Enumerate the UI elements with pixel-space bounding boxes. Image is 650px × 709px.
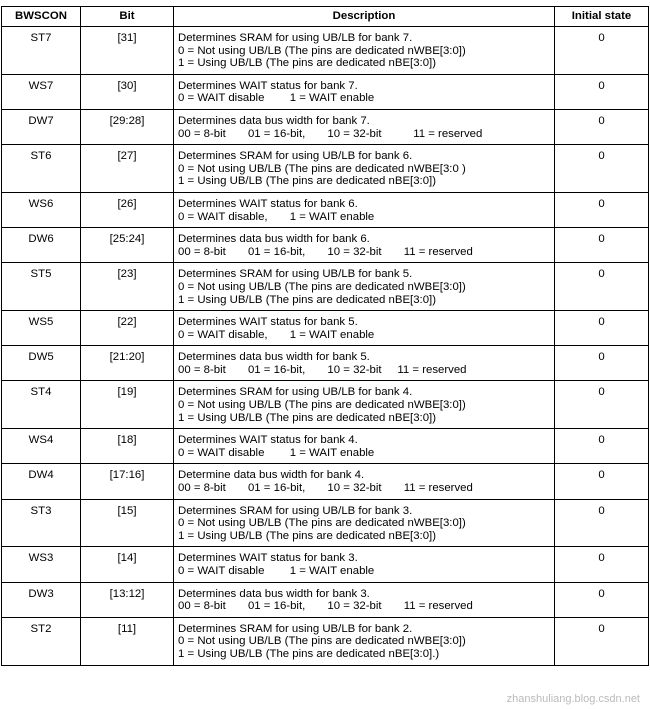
description-line: 1 = Using UB/LB (The pins are dedicated nBE[3:0]) bbox=[178, 175, 437, 188]
table-row bbox=[2, 27, 649, 75]
description-line: 0 = WAIT disable 1 = WAIT enable bbox=[178, 565, 375, 577]
initial-state-cell: 0 bbox=[555, 74, 649, 109]
bit-range-cell: [13:12] bbox=[81, 582, 174, 617]
table-header-row bbox=[2, 7, 649, 27]
description-line: 0 = Not using UB/LB (The pins are dedicated nWBE[3:0]) bbox=[178, 517, 466, 530]
bit-range-cell: [14] bbox=[81, 547, 174, 582]
field-name-cell: WS3 bbox=[2, 547, 81, 582]
bit-range-cell: [31] bbox=[81, 27, 174, 75]
description-line: 0 = Not using UB/LB (The pins are dedicated nWBE[3:0]) bbox=[178, 399, 466, 412]
description-cell bbox=[174, 192, 555, 227]
field-name-cell: ST2 bbox=[2, 617, 81, 665]
initial-state-cell: 0 bbox=[555, 263, 649, 311]
description-line: Determines WAIT status for bank 5. bbox=[178, 316, 358, 329]
header-description: Description bbox=[174, 7, 555, 27]
table-row bbox=[2, 464, 649, 499]
description-line: Determines SRAM for using UB/LB for bank 3. bbox=[178, 504, 413, 517]
initial-state-cell: 0 bbox=[555, 429, 649, 464]
description-line: Determines SRAM for using UB/LB for bank 2. bbox=[178, 622, 413, 635]
field-name-cell: ST5 bbox=[2, 263, 81, 311]
field-name-cell: DW6 bbox=[2, 228, 81, 263]
description-cell bbox=[174, 547, 555, 582]
description-cell bbox=[174, 346, 555, 381]
bit-range-cell: [21:20] bbox=[81, 346, 174, 381]
description-line: Determines WAIT status for bank 7. bbox=[178, 79, 358, 92]
description-line: 00 = 8-bit 01 = 16-bit, 10 = 32-bit 11 = reserved bbox=[178, 482, 473, 495]
initial-state-cell: 0 bbox=[555, 109, 649, 144]
description-line: Determines data bus width for bank 5. bbox=[178, 351, 370, 364]
field-name-cell: WS5 bbox=[2, 311, 81, 346]
description-line: 00 = 8-bit 01 = 16-bit, 10 = 32-bit 11 = reserved bbox=[178, 127, 483, 140]
initial-state-cell: 0 bbox=[555, 346, 649, 381]
description-line: 0 = WAIT disable 1 = WAIT enable bbox=[178, 92, 375, 105]
register-table-container bbox=[1, 6, 648, 666]
bit-range-cell: [17:16] bbox=[81, 464, 174, 499]
description-line: 0 = Not using UB/LB (The pins are dedicated nWBE[3:0]) bbox=[178, 44, 466, 57]
description-cell bbox=[174, 311, 555, 346]
table-row bbox=[2, 311, 649, 346]
table-row bbox=[2, 381, 649, 429]
field-name-cell: ST7 bbox=[2, 27, 81, 75]
description-line: Determines SRAM for using UB/LB for bank 6. bbox=[178, 150, 413, 163]
description-cell bbox=[174, 582, 555, 617]
initial-state-cell: 0 bbox=[555, 381, 649, 429]
description-line: 1 = Using UB/LB (The pins are dedicated nBE[3:0]) bbox=[178, 57, 437, 70]
table-row bbox=[2, 547, 649, 582]
field-name-cell: DW3 bbox=[2, 582, 81, 617]
table-row bbox=[2, 263, 649, 311]
bwscon-register-table bbox=[1, 6, 649, 666]
table-row bbox=[2, 74, 649, 109]
watermark: zhanshuliang.blog.csdn.net bbox=[506, 693, 640, 705]
table-row bbox=[2, 145, 649, 193]
bit-range-cell: [23] bbox=[81, 263, 174, 311]
bit-range-cell: [29:28] bbox=[81, 109, 174, 144]
bit-range-cell: [30] bbox=[81, 74, 174, 109]
initial-state-cell: 0 bbox=[555, 617, 649, 665]
initial-state-cell: 0 bbox=[555, 192, 649, 227]
description-line: 1 = Using UB/LB (The pins are dedicated nBE[3:0].) bbox=[178, 647, 440, 660]
description-line: Determines data bus width for bank 3. bbox=[178, 587, 370, 600]
bit-range-cell: [15] bbox=[81, 499, 174, 547]
initial-state-cell: 0 bbox=[555, 499, 649, 547]
description-line: Determines SRAM for using UB/LB for bank 4. bbox=[178, 386, 413, 399]
description-cell bbox=[174, 429, 555, 464]
description-cell bbox=[174, 109, 555, 144]
bit-range-cell: [26] bbox=[81, 192, 174, 227]
initial-state-cell: 0 bbox=[555, 228, 649, 263]
description-line: 1 = Using UB/LB (The pins are dedicated nBE[3:0]) bbox=[178, 411, 437, 424]
initial-state-cell: 0 bbox=[555, 311, 649, 346]
description-line: Determines data bus width for bank 7. bbox=[178, 114, 370, 127]
description-line: Determines data bus width for bank 6. bbox=[178, 233, 370, 246]
table-row bbox=[2, 192, 649, 227]
description-cell bbox=[174, 228, 555, 263]
description-line: 1 = Using UB/LB (The pins are dedicated nBE[3:0]) bbox=[178, 293, 437, 306]
initial-state-cell: 0 bbox=[555, 145, 649, 193]
description-cell bbox=[174, 499, 555, 547]
field-name-cell: DW5 bbox=[2, 346, 81, 381]
description-line: 0 = Not using UB/LB (The pins are dedicated nWBE[3:0]) bbox=[178, 635, 466, 648]
table-row bbox=[2, 346, 649, 381]
description-line: 00 = 8-bit 01 = 16-bit, 10 = 32-bit 11 = reserved bbox=[178, 245, 473, 258]
table-row bbox=[2, 499, 649, 547]
description-line: Determines WAIT status for bank 4. bbox=[178, 434, 358, 447]
description-line: 00 = 8-bit 01 = 16-bit, 10 = 32-bit 11 = reserved bbox=[178, 363, 467, 376]
header-bwscon: BWSCON bbox=[2, 7, 81, 27]
description-line: 1 = Using UB/LB (The pins are dedicated nBE[3:0]) bbox=[178, 529, 437, 542]
bit-range-cell: [18] bbox=[81, 429, 174, 464]
description-cell bbox=[174, 617, 555, 665]
description-cell bbox=[174, 74, 555, 109]
bit-range-cell: [27] bbox=[81, 145, 174, 193]
field-name-cell: WS6 bbox=[2, 192, 81, 227]
description-line: 0 = Not using UB/LB (The pins are dedicated nWBE[3:0]) bbox=[178, 280, 466, 293]
table-row bbox=[2, 429, 649, 464]
description-line: Determines WAIT status for bank 3. bbox=[178, 552, 358, 565]
header-bit: Bit bbox=[81, 7, 174, 27]
field-name-cell: DW7 bbox=[2, 109, 81, 144]
bit-range-cell: [19] bbox=[81, 381, 174, 429]
field-name-cell: ST6 bbox=[2, 145, 81, 193]
description-line: Determines SRAM for using UB/LB for bank 5. bbox=[178, 268, 413, 281]
initial-state-cell: 0 bbox=[555, 582, 649, 617]
description-cell bbox=[174, 464, 555, 499]
description-cell bbox=[174, 27, 555, 75]
table-row bbox=[2, 228, 649, 263]
field-name-cell: WS7 bbox=[2, 74, 81, 109]
description-line: 00 = 8-bit 01 = 16-bit, 10 = 32-bit 11 = reserved bbox=[178, 600, 473, 613]
description-line: Determine data bus width for bank 4. bbox=[178, 469, 365, 482]
bit-range-cell: [25:24] bbox=[81, 228, 174, 263]
description-line: 0 = Not using UB/LB (The pins are dedicated nWBE[3:0 ) bbox=[178, 162, 466, 175]
description-line: 0 = WAIT disable, 1 = WAIT enable bbox=[178, 328, 375, 341]
description-line: Determines SRAM for using UB/LB for bank 7. bbox=[178, 32, 413, 44]
field-name-cell: ST4 bbox=[2, 381, 81, 429]
description-cell bbox=[174, 263, 555, 311]
description-line: Determines WAIT status for bank 6. bbox=[178, 197, 358, 210]
description-cell bbox=[174, 145, 555, 193]
bit-range-cell: [11] bbox=[81, 617, 174, 665]
initial-state-cell: 0 bbox=[555, 27, 649, 75]
initial-state-cell: 0 bbox=[555, 464, 649, 499]
field-name-cell: ST3 bbox=[2, 499, 81, 547]
description-cell bbox=[174, 381, 555, 429]
table-row bbox=[2, 109, 649, 144]
header-initial-state: Initial state bbox=[555, 7, 649, 27]
description-line: 0 = WAIT disable, 1 = WAIT enable bbox=[178, 210, 375, 223]
table-row bbox=[2, 617, 649, 665]
field-name-cell: WS4 bbox=[2, 429, 81, 464]
bit-range-cell: [22] bbox=[81, 311, 174, 346]
description-line: 0 = WAIT disable 1 = WAIT enable bbox=[178, 446, 375, 459]
field-name-cell: DW4 bbox=[2, 464, 81, 499]
initial-state-cell: 0 bbox=[555, 547, 649, 582]
table-row bbox=[2, 582, 649, 617]
